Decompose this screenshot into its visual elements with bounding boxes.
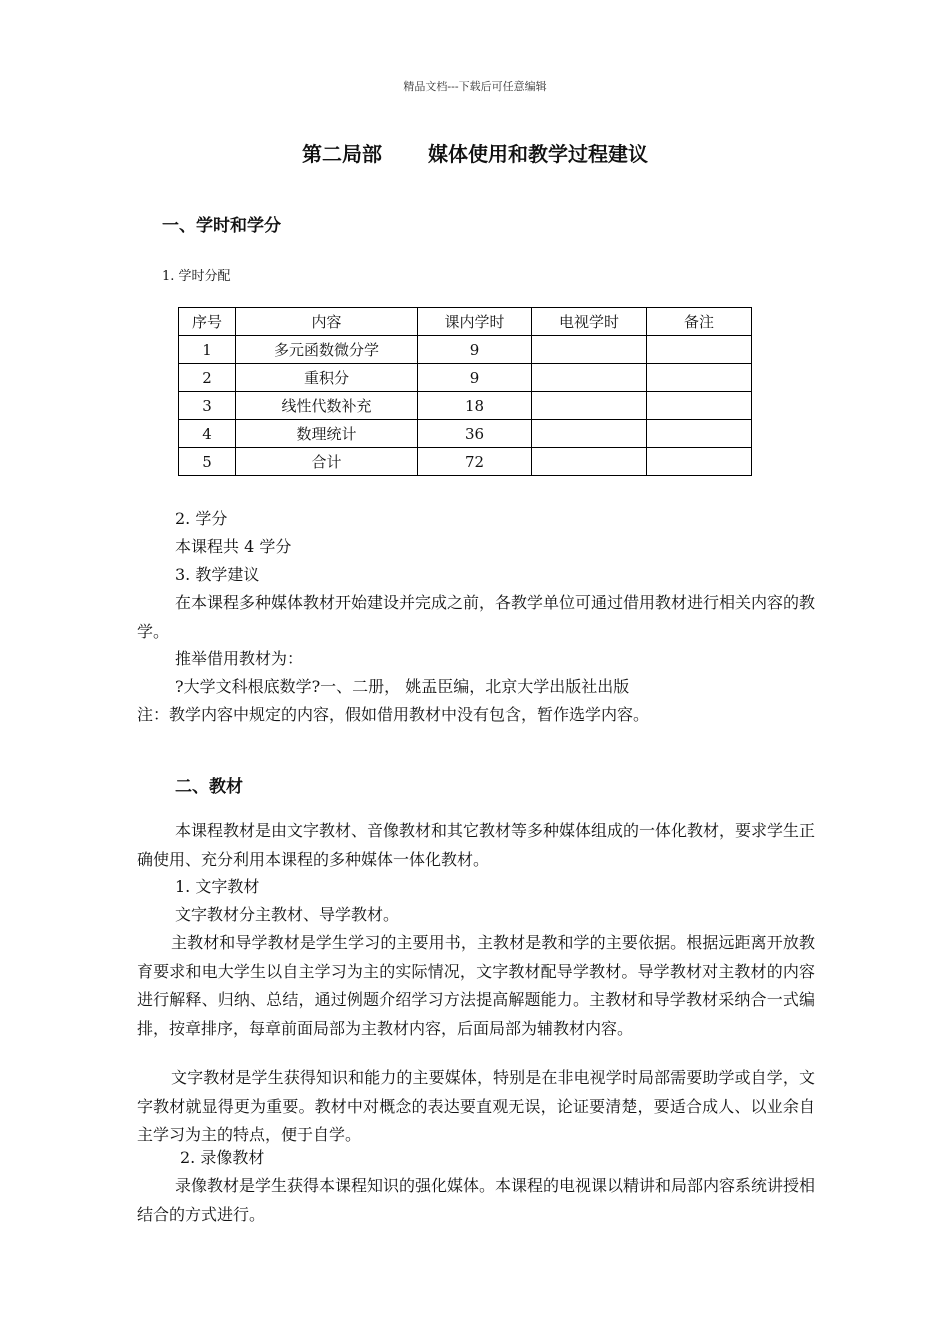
text-materials-intro: 文字教材分主教材、导学教材。: [175, 905, 400, 924]
table-cell: 4: [179, 420, 236, 448]
table-cell: [532, 448, 647, 476]
page-title: [0, 138, 950, 167]
title-part: 第二局部: [302, 142, 382, 166]
text-materials-importance: 文字教材是学生获得知识和能力的主要媒体，特别是在非电视学时局部需要助学或自学，文字教材就显得更为重要。教材中对概念的表达要直观无误，论证要清楚，要适合成人、以业余自主学习为主的特点，便于自学。: [137, 1068, 815, 1144]
recommended-book: ?大学文科根底数学?一、二册， 姚盂臣编，北京大学出版社出版: [175, 677, 630, 696]
table-cell: [532, 336, 647, 364]
table-header-cell: 课内学时: [418, 308, 532, 336]
hours-allocation-label: 1. 学时分配: [162, 269, 231, 284]
table-row: [179, 364, 752, 392]
table-header-row: [179, 308, 752, 336]
table-cell: 合计: [236, 448, 418, 476]
materials-intro: 本课程教材是由文字教材、音像教材和其它教材等多种媒体组成的一体化教材，要求学生正确使用、充分利用本课程的多种媒体一体化教材。: [137, 821, 816, 869]
table-cell: [647, 392, 752, 420]
hours-table: [178, 307, 752, 476]
table-cell: 5: [179, 448, 236, 476]
table-cell: 重积分: [236, 364, 418, 392]
table-cell: 线性代数补充: [236, 392, 418, 420]
table-header-cell: 序号: [179, 308, 236, 336]
note-text: 注：教学内容中规定的内容，假如借用教材中没有包含，暂作选学内容。: [137, 705, 650, 724]
page-header: 精品文档---下载后可任意编辑: [403, 80, 547, 93]
table-header-cell: 电视学时: [532, 308, 647, 336]
table-row: [179, 448, 752, 476]
table-cell: 36: [418, 420, 532, 448]
table-cell: 72: [418, 448, 532, 476]
section2-heading: 二、教材: [175, 777, 243, 797]
table-cell: 1: [179, 336, 236, 364]
text-materials-detail: 主教材和导学教材是学生学习的主要用书，主教材是教和学的主要依据。根据远距离开放教育要求和电大学生以自主学习为主的实际情况，文字教材配导学教材。导学教材对主教材的内容进行解释、归纳、总结，通过例题介绍学习方法提高解题能力。主教材和导学教材采纳合一式编排，按章排序，每章前面局部为主教材内容，后面局部为辅教材内容。: [137, 933, 815, 1038]
table-cell: 18: [418, 392, 532, 420]
table-header-cell: 内容: [236, 308, 418, 336]
video-materials-label: 2. 录像教材: [180, 1148, 265, 1167]
table-row: [179, 420, 752, 448]
table-cell: 3: [179, 392, 236, 420]
table-cell: [532, 420, 647, 448]
section1-heading: 一、学时和学分: [162, 216, 281, 236]
table-cell: [647, 448, 752, 476]
title-name: 媒体使用和教学过程建议: [428, 142, 648, 166]
table-header-cell: 备注: [647, 308, 752, 336]
teaching-suggestion-text: 在本课程多种媒体教材开始建设并完成之前，各教学单位可通过借用教材进行相关内容的教学。: [137, 593, 816, 641]
table-cell: 数理统计: [236, 420, 418, 448]
table-row: [179, 336, 752, 364]
table-row: [179, 392, 752, 420]
table-cell: 9: [418, 364, 532, 392]
table-cell: 2: [179, 364, 236, 392]
credits-label: 2. 学分: [175, 509, 228, 528]
recommend-text: 推举借用教材为：: [175, 649, 304, 668]
table-cell: 多元函数微分学: [236, 336, 418, 364]
video-materials-text: 录像教材是学生获得本课程知识的强化媒体。本课程的电视课以精讲和局部内容系统讲授相结合的方式进行。: [137, 1176, 816, 1224]
table-cell: 9: [418, 336, 532, 364]
table-cell: [532, 392, 647, 420]
teaching-suggestion-label: 3. 教学建议: [175, 565, 260, 584]
table-cell: [647, 364, 752, 392]
table-cell: [647, 336, 752, 364]
table-cell: [532, 364, 647, 392]
credits-text: 本课程共 4 学分: [175, 537, 292, 556]
table-cell: [647, 420, 752, 448]
text-materials-label: 1. 文字教材: [175, 877, 260, 896]
